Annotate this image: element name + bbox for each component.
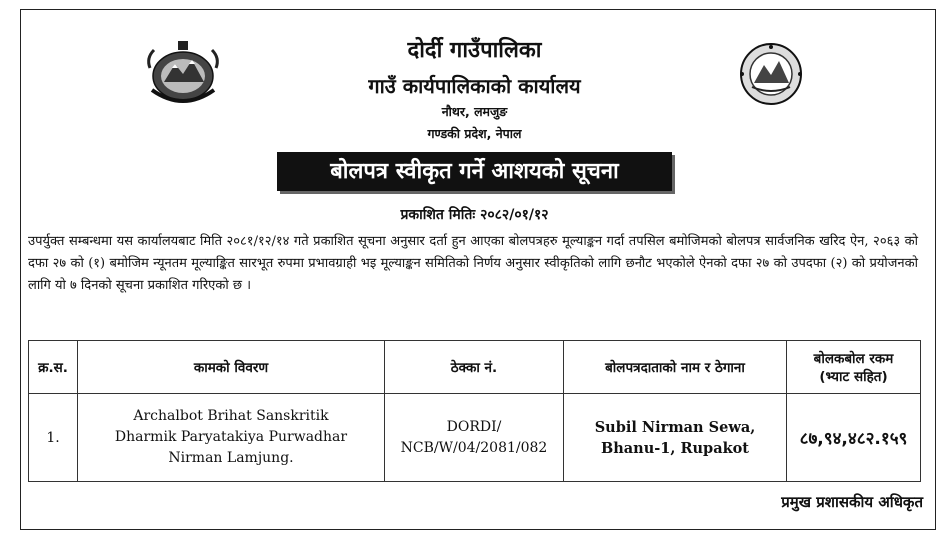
header-contract: ठेक्का नं. xyxy=(385,341,564,394)
row-work xyxy=(78,394,385,482)
contract-line: NCB/W/04/2081/082 xyxy=(400,439,548,456)
notice-body-text: उपर्युक्त सम्बन्धमा यस कार्यालयबाट मिति २०८१/१२/१४ गते प्रकाशित सूचना अनुसार दर्ता हुन आएका बोलपत्रहरु मूल्याङ्कन गर्दा तपसिल बमोजिमको बोलपत्र सार्वजनिक खरिद ऐन, २०६३ को दफा २७ को (१) बमोजिम न्यूनतम मूल्याङ्कित सारभूत रुपमा प्रभावग्राही भइ मूल्याङ्कन समितिको निर्णय अनुसार स्वीकृतिको लागि छनौट भएकोले ऐनको दफा २७ को उपदफा (२) को प्रयोजनको लागि यो ७ दिनको सूचना प्रकाशित गरिएको छ । xyxy=(28,234,918,293)
row-bidder xyxy=(564,394,787,482)
address-line-1: नौथर, लमजुङ xyxy=(441,104,508,119)
work-line: Nirman Lamjung. xyxy=(168,450,294,466)
header-amount-line1: बोलकबोल रकम xyxy=(813,351,894,367)
bid-table xyxy=(28,340,921,482)
header-work: कामको विवरण xyxy=(78,341,385,394)
header-sn: क्र.स. xyxy=(29,341,78,394)
table-header-row xyxy=(29,341,921,394)
header-amount xyxy=(787,341,921,394)
published-date: प्रकाशित मितिः २०८२/०१/१२ xyxy=(400,207,549,223)
row-amount: ८७,९४,४८२.१५९ xyxy=(787,394,921,482)
row-contract xyxy=(385,394,564,482)
office-name: गाउँ कार्यपालिकाको कार्यालय xyxy=(368,74,581,98)
header-bidder: बोलपत्रदाताको नाम र ठेगाना xyxy=(564,341,787,394)
bidder-line: Subil Nirman Sewa, xyxy=(594,418,756,436)
address-line-2: गण्डकी प्रदेश, नेपाल xyxy=(427,126,522,141)
header-amount-line2: (भ्याट सहित) xyxy=(819,369,888,385)
work-line: Dharmik Paryatakiya Purwadhar xyxy=(114,429,348,445)
municipality-name: दोर्दी गाउँपालिका xyxy=(407,38,542,63)
contract-line: DORDI/ xyxy=(446,418,502,435)
signature-designation: प्रमुख प्रशासकीय अधिकृत xyxy=(781,493,923,511)
bidder-line: Bhanu-1, Rupakot xyxy=(600,439,750,457)
row-sn: 1. xyxy=(29,394,78,482)
notice-title-banner: बोलपत्र स्वीकृत गर्ने आशयको सूचना xyxy=(277,152,672,191)
work-line: Archalbot Brihat Sanskritik xyxy=(133,408,329,424)
table-row xyxy=(29,394,921,482)
